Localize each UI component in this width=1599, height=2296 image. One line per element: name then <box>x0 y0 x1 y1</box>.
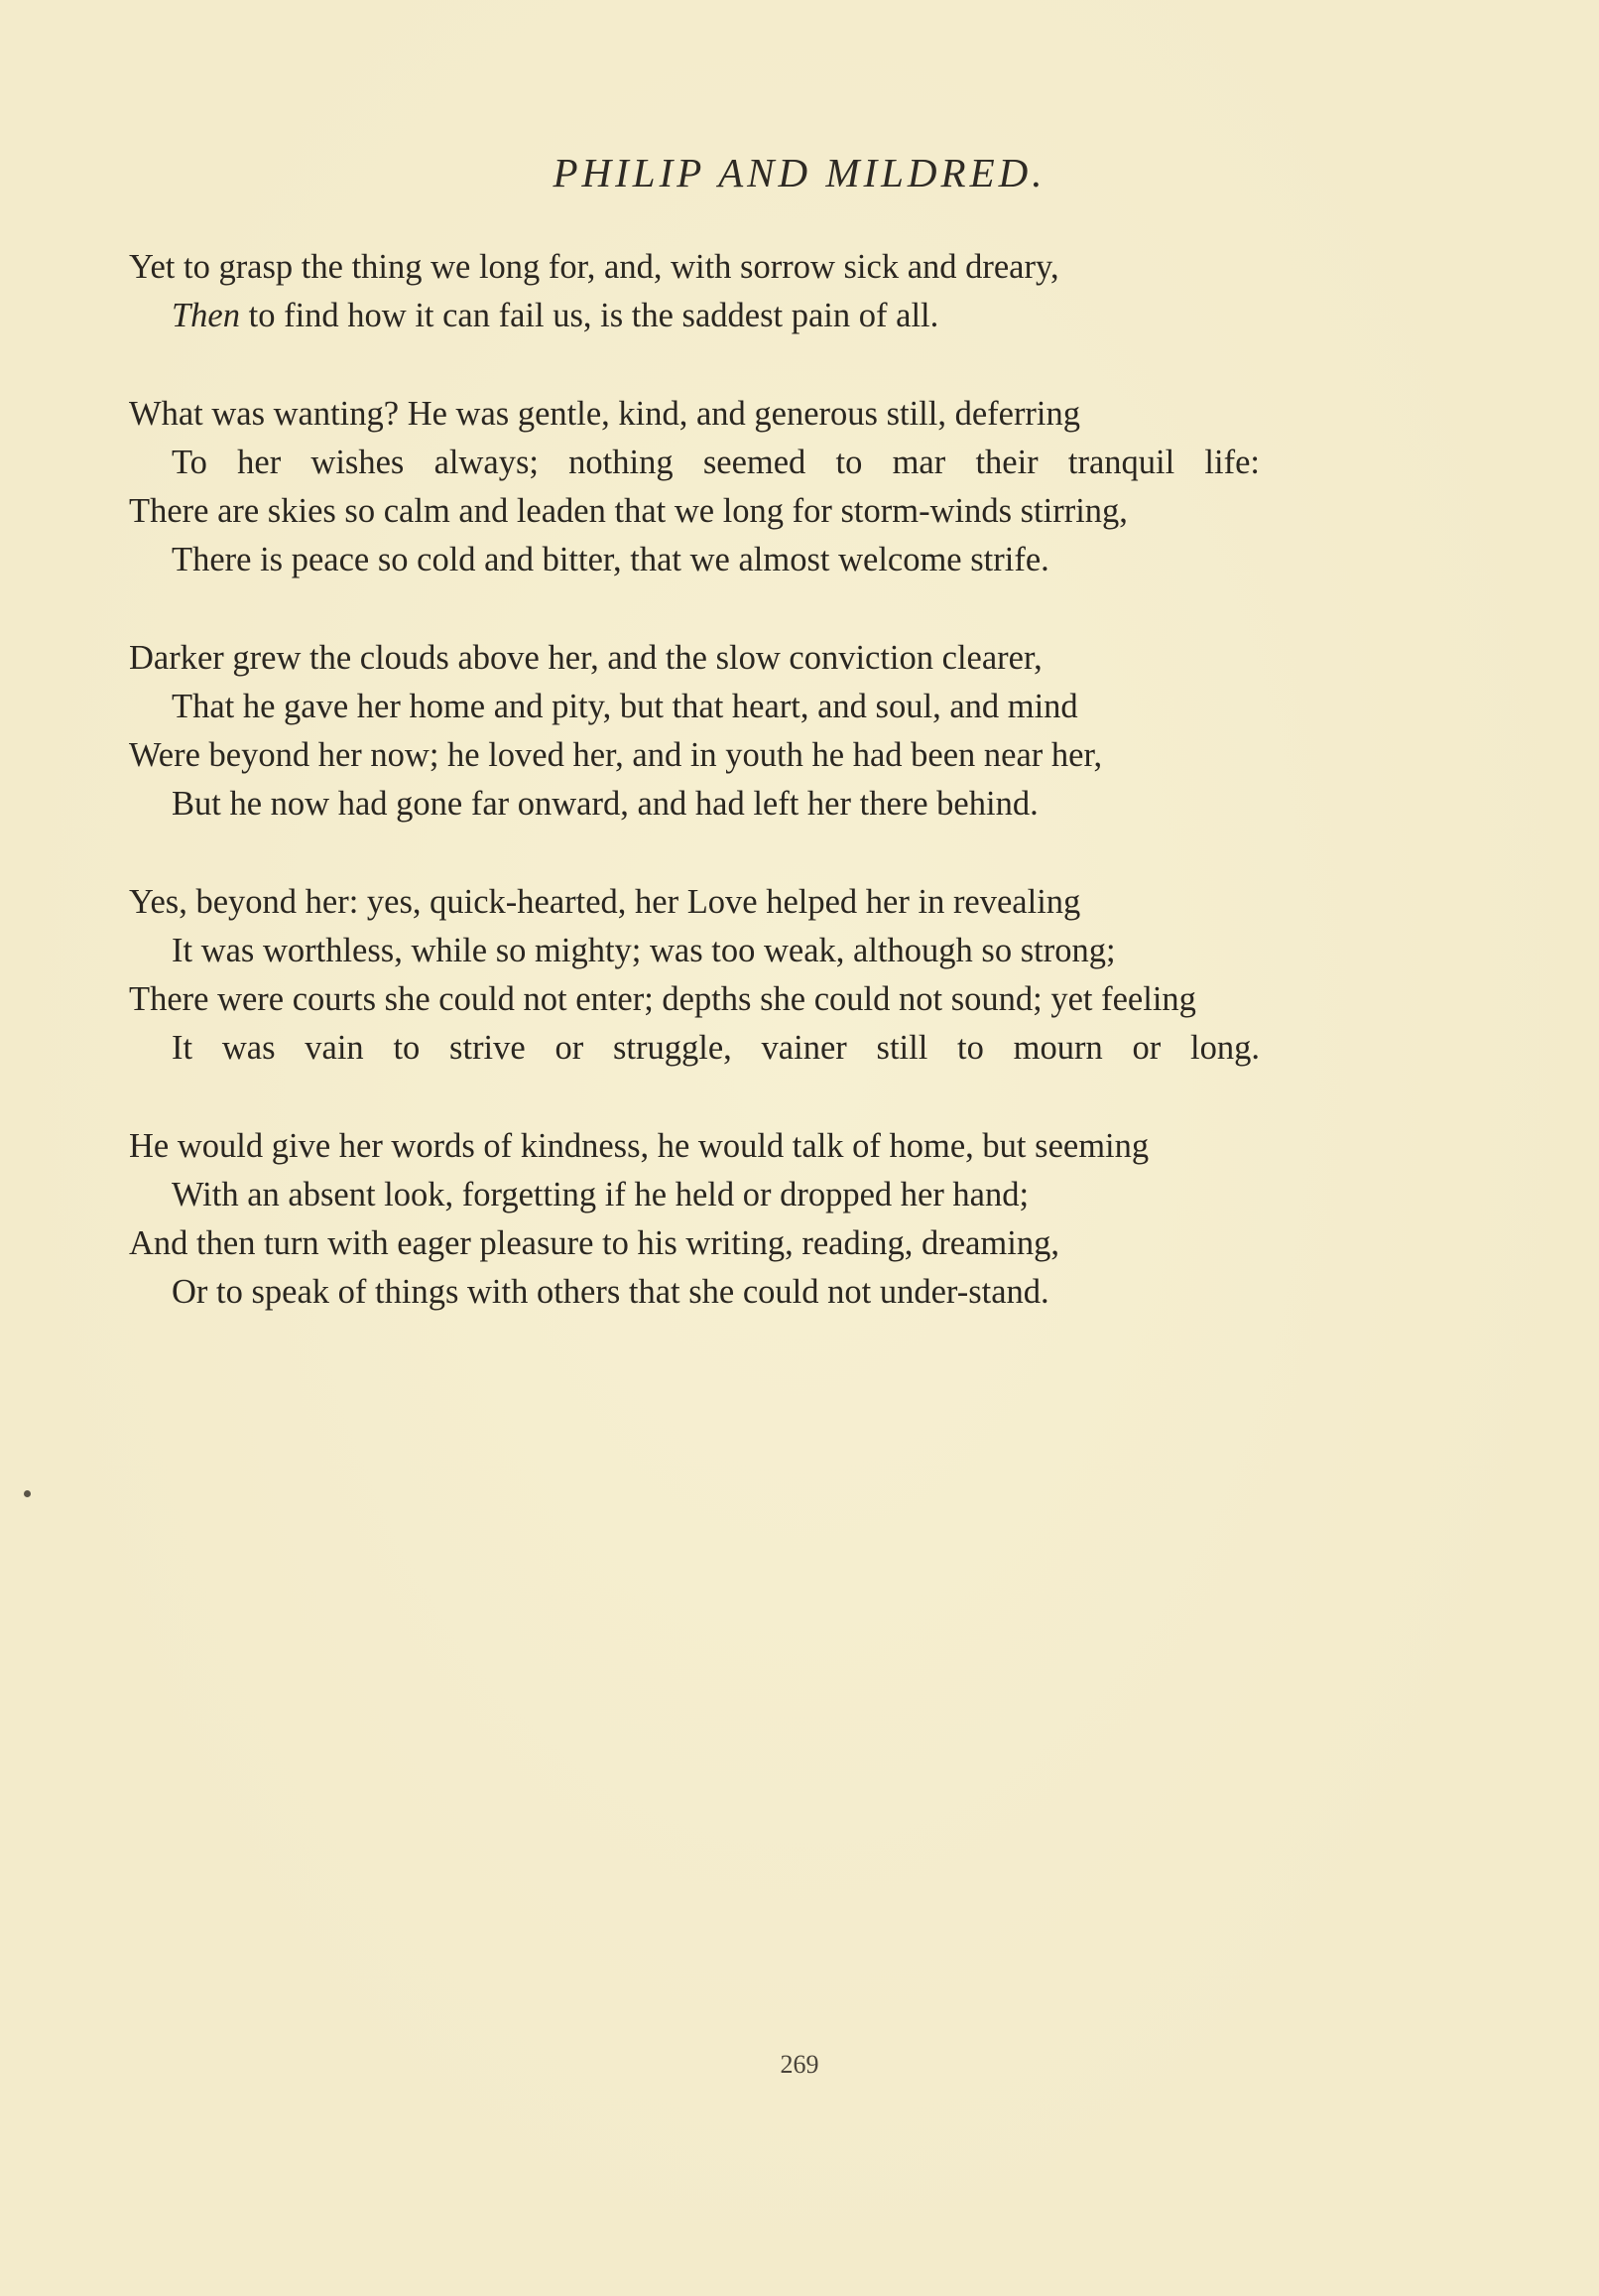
verse-line <box>129 1219 1260 1268</box>
verse-line <box>129 292 1260 340</box>
line-text: That he gave her home and pity, but that heart, and soul, and mind <box>172 688 1078 725</box>
stanza <box>129 878 1260 1073</box>
verse-line <box>129 439 1260 487</box>
line-text: And then turn with eager pleasure to his writing, reading, dreaming, <box>129 1224 1059 1262</box>
verse-line <box>129 536 1260 584</box>
paper-speck <box>24 1490 31 1497</box>
verse-line <box>129 878 1260 927</box>
line-text: There were courts she could not enter; depths she could not sound; yet feeling <box>129 980 1196 1018</box>
line-text: Were beyond her now; he loved her, and in youth he had been near her, <box>129 736 1103 774</box>
line-text: It was worthless, while so mighty; was too weak, although so strong; <box>172 932 1116 969</box>
line-text: Darker grew the clouds above her, and the slow conviction clearer, <box>129 639 1043 677</box>
verse-line <box>129 1171 1260 1219</box>
line-text: What was wanting? He was gentle, kind, and generous still, deferring <box>129 395 1081 433</box>
stanza <box>129 1122 1260 1317</box>
verse-line <box>129 243 1260 292</box>
line-text: There is peace so cold and bitter, that we almost welcome strife. <box>172 541 1049 578</box>
stanza <box>129 634 1260 829</box>
line-text: To her wishes always; nothing seemed to mar their tranquil life: <box>172 444 1260 481</box>
stanza <box>129 390 1260 584</box>
line-text: He would give her words of kindness, he would talk of home, but seeming <box>129 1127 1150 1165</box>
line-text: With an absent look, forgetting if he held or dropped her hand; <box>172 1176 1030 1213</box>
verse-line <box>129 634 1260 683</box>
page-number: 269 <box>780 2050 819 2079</box>
verse-line <box>129 927 1260 975</box>
line-text: But he now had gone far onward, and had left her there behind. <box>172 785 1039 823</box>
italic-text: Then <box>172 297 240 334</box>
verse-line <box>129 1268 1260 1317</box>
verse-line <box>129 731 1260 780</box>
verse-line <box>129 390 1260 439</box>
verse-line <box>129 1122 1260 1171</box>
line-text: It was vain to strive or struggle, vainer still to mourn or long. <box>172 1029 1260 1067</box>
verse-line <box>129 780 1260 829</box>
line-text: Yes, beyond her: yes, quick-hearted, her Love helped her in revealing <box>129 883 1081 921</box>
running-head: PHILIP AND MILDRED. <box>553 150 1046 195</box>
poem-text <box>129 243 1260 1366</box>
verse-line <box>129 1024 1260 1073</box>
verse-line <box>129 683 1260 731</box>
verse-line <box>129 975 1260 1024</box>
line-text: Yet to grasp the thing we long for, and, with sorrow sick and dreary, <box>129 248 1059 286</box>
line-text: to find how it can fail us, is the saddest pain of all. <box>240 297 939 334</box>
line-text: Or to speak of things with others that she could not under-stand. <box>172 1273 1049 1311</box>
line-text: There are skies so calm and leaden that we long for storm-winds stirring, <box>129 492 1128 530</box>
verse-line <box>129 487 1260 536</box>
stanza <box>129 243 1260 340</box>
